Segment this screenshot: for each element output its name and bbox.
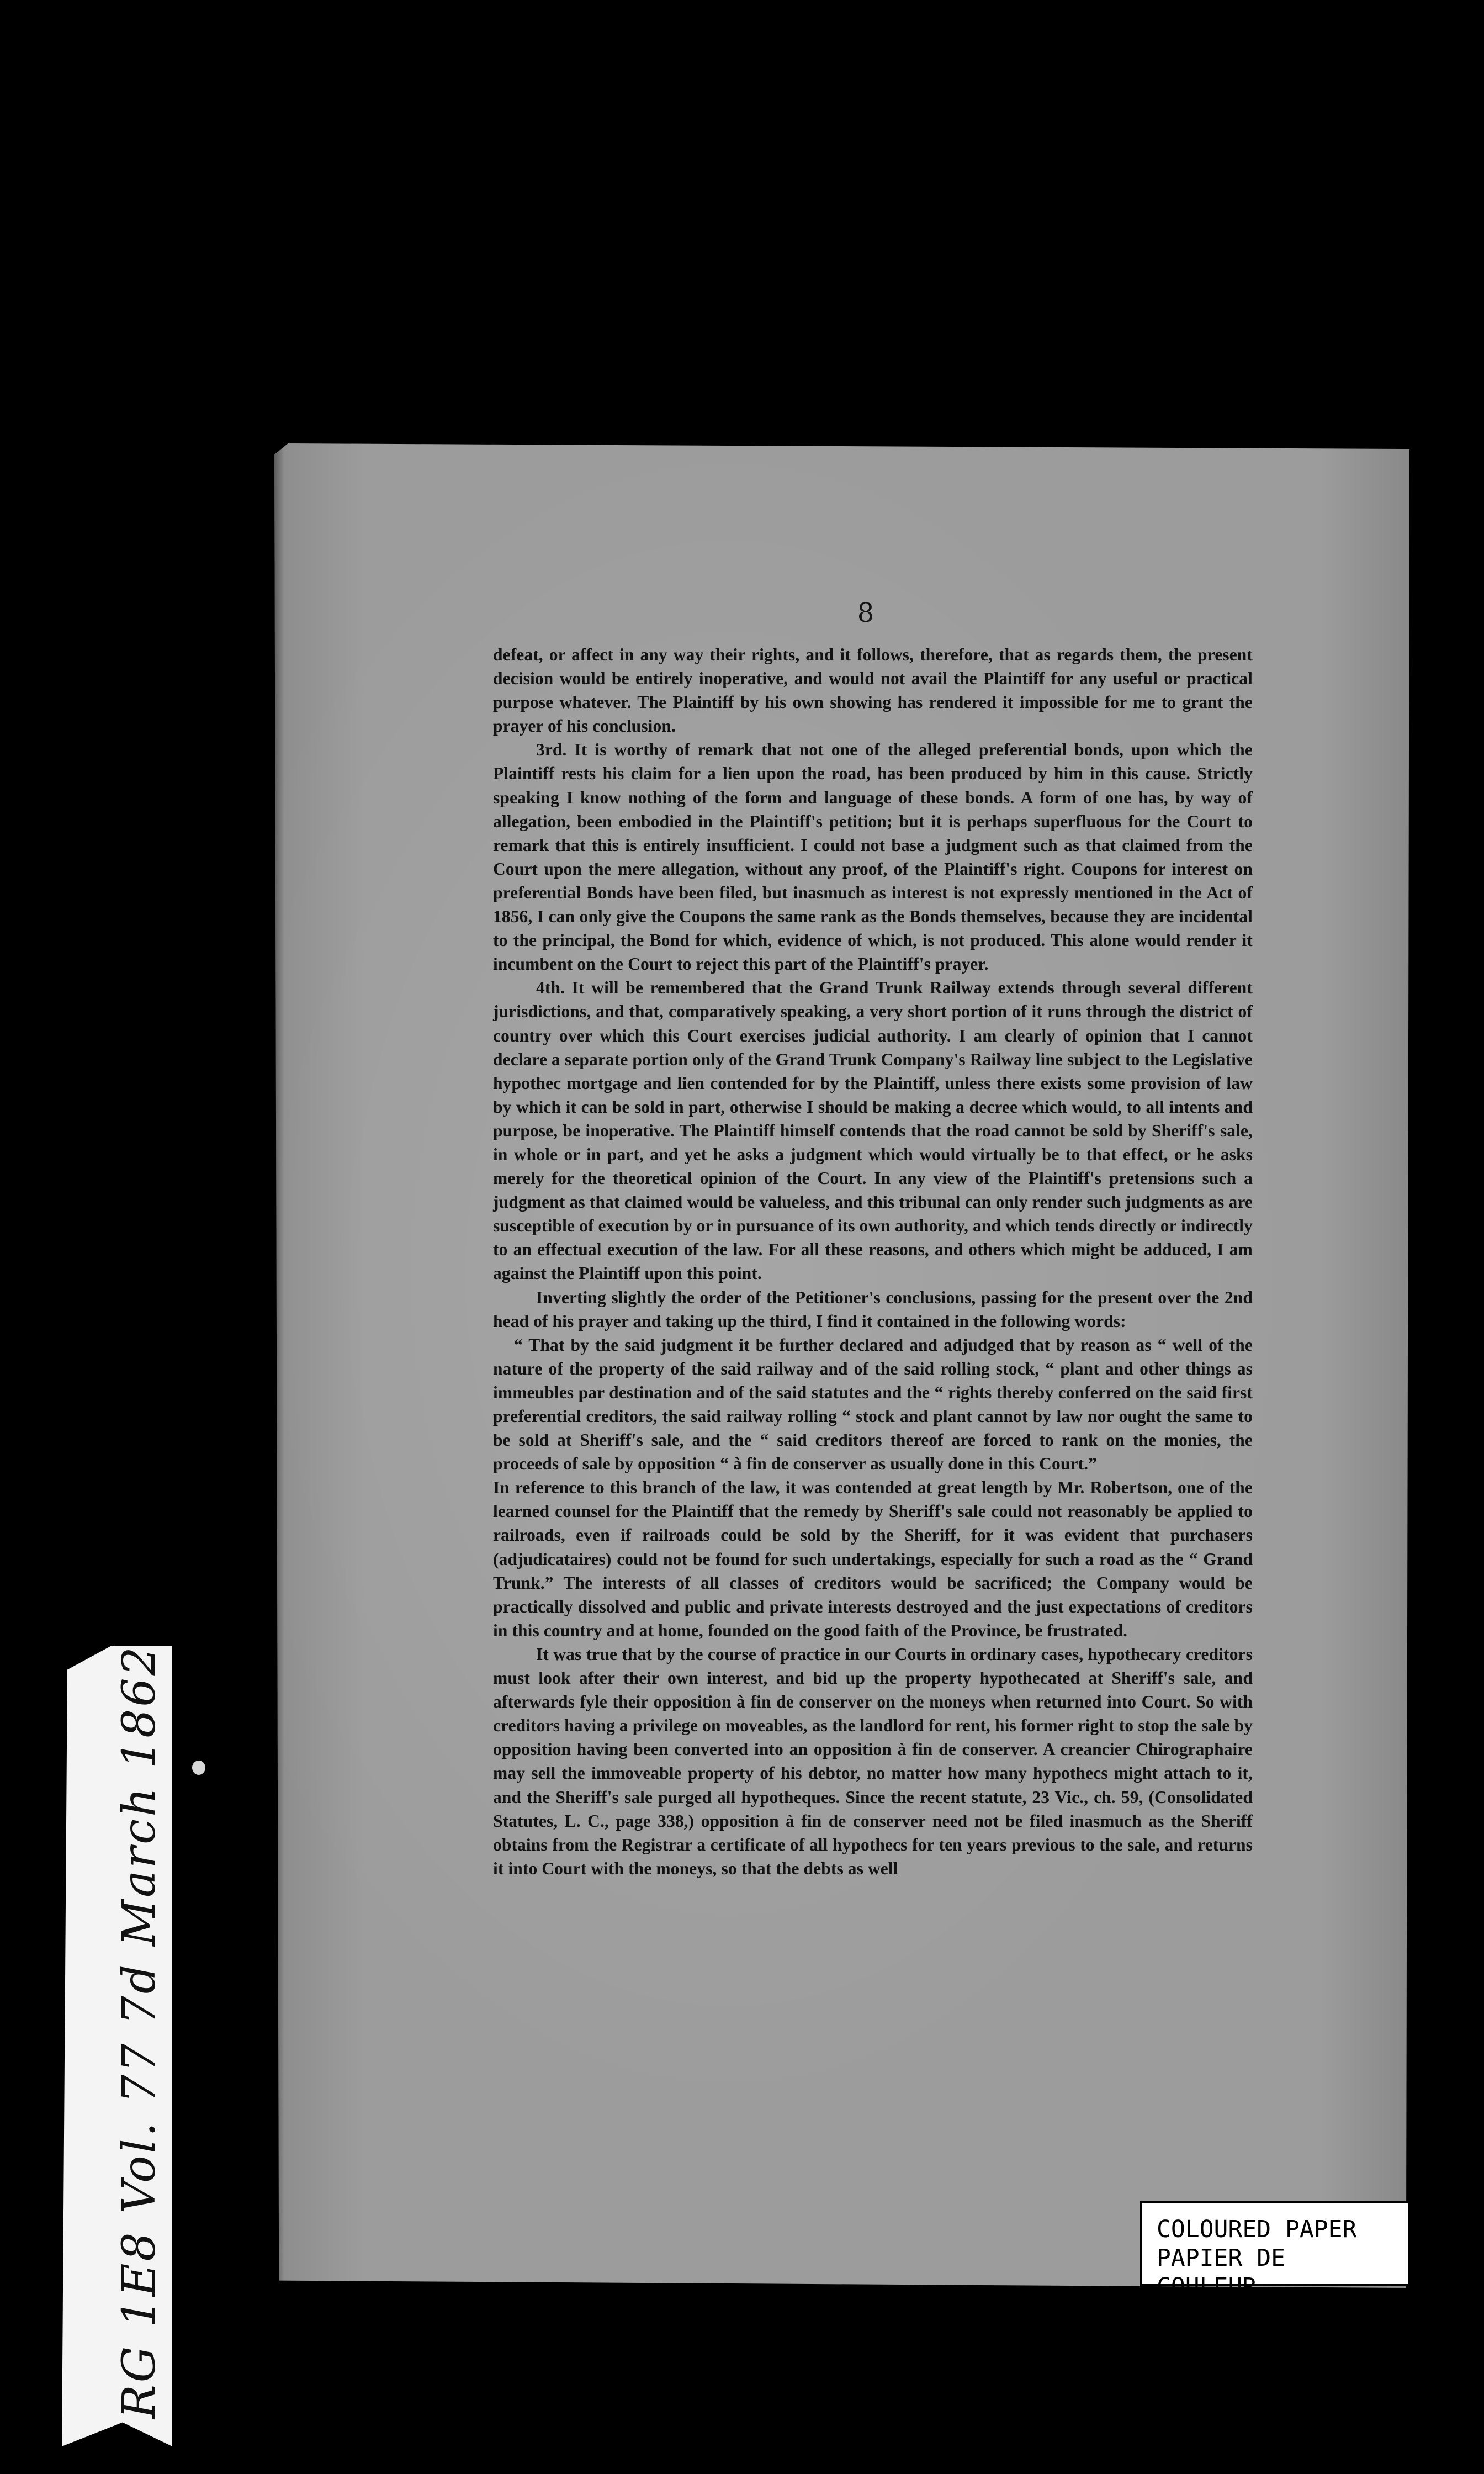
page-number: 8 bbox=[857, 598, 875, 628]
paragraph-course-of-practice: It was true that by the course of practice in our Courts in ordinary cases, hypothecary creditors must look after their own interest, and bid up the property hypothecated at Sheriff's sale, and afterwards fyle their opposition à fin de conserver on the moneys when returned into Court. So with creditors having a privilege on moveables, as the landlord for rent, his former right to stop the sale by opposition having been converted into an opposition à fin de conserver. A creancier Chirographaire may sell the immoveable property of his debtor, no matter how many hypothecs might attach to it, and the Sheriff's sale purged all hypotheques. Since the recent statute, 23 Vic., ch. 59, (Consolidated Statutes, L. C., page 338,) opposition à fin de conserver need not be filed inasmuch as the Sheriff obtains from the Registrar a certificate of all hypothecs for ten years previous to the sale, and returns it into Court with the moneys, so that the debts as well bbox=[493, 1644, 1253, 1878]
archive-reference-text: RG 1E8 Vol. 77 7d March 1862 bbox=[113, 1645, 166, 2419]
label-line-french: PAPIER DE COULEUR bbox=[1157, 2244, 1285, 2301]
dust-speck bbox=[192, 1761, 205, 1775]
coloured-paper-label bbox=[1140, 2201, 1411, 2301]
paragraph-inverting-order: Inverting slightly the order of the Petitioner's conclusions, passing for the present over the 2nd head of his prayer and taking up the third, I find it contained in the following words: bbox=[493, 1287, 1253, 1331]
document-body bbox=[493, 643, 1253, 1880]
paragraph-quoted-conclusion: “ That by the said judgment it be further declared and adjudged that by reason as “ well of the nature of the property of the said railway and of the said rolling stock, “ plant and other things as immeubles par destination and of the said statutes and the “ rights thereby conferred on the said first preferential creditors, the said railway rolling “ stock and plant cannot by law nor ought the same to be sold at Sheriff's sale, and the “ said creditors thereof are forced to rank on the monies, the proceeds of sale by opposition “ à fin de conserver as usually done in this Court.” bbox=[493, 1335, 1253, 1474]
paragraph-robertson-argument: In reference to this branch of the law, it was contended at great length by Mr. Robertson, one of the learned counsel for the Plaintiff that the remedy by Sheriff's sale could not reasonably be applied to railroads, even if railroads could be sold by the Sheriff, for it was evident that purchasers (adjudicataires) could not be found for such undertakings, especially for such a road as the “ Grand Trunk.” The interests of all classes of creditors would be sacrificed; the Company would be practically dissolved and public and private interests destroyed and the just expectations of creditors in this country and at home, founded on the good faith of the Province, be frustrated. bbox=[493, 1478, 1253, 1640]
paragraph-continuation: defeat, or affect in any way their rights, and it follows, therefore, that as regards them, the present decision would be entirely inoperative, and would not avail the Plaintiff for any useful or practical purpose whatever. The Plaintiff by his own showing has rendered it impossible for me to grant the prayer of his conclusion. bbox=[493, 645, 1253, 736]
paragraph-third-point: 3rd. It is worthy of remark that not one of the alleged preferential bonds, upon which the Plaintiff rests his claim for a lien upon the road, has been produced by him in this cause. Strictly speaking I know nothing of the form and language of these bonds. A form of one has, by way of allegation, been embodied in the Plaintiff's petition; but it is perhaps superfluous for the Court to remark that this is entirely insufficient. I could not base a judgment such as that claimed from the Court upon the mere allegation, without any proof, of the Plaintiff's right. Coupons for interest on preferential Bonds have been filed, but inasmuch as interest is not expressly mentioned in the Act of 1856, I can only give the Coupons the same rank as the Bonds themselves, because they are incidental to the principal, the Bond for which, evidence of which, is not produced. This alone would render it incumbent on the Court to reject this part of the Plaintiff's prayer. bbox=[493, 740, 1253, 974]
paragraph-fourth-point: 4th. It will be remembered that the Grand Trunk Railway extends through several different jurisdictions, and that, comparatively speaking, a very short portion of it runs through the district of country over which this Court exercises judicial authority. I am clearly of opinion that I cannot declare a separate portion only of the Grand Trunk Company's Railway line subject to the Legislative hypothec mortgage and lien contended for by the Plaintiff, unless there exists some provision of law by which it can be sold in part, otherwise I should be making a decree which would, to all intents and purpose, be inoperative. The Plaintiff himself contends that the road cannot be sold by Sheriff's sale, in whole or in part, and yet he asks a judgment which would virtually be to that effect, or he asks merely for the theoretical opinion of the Court. In any view of the Plaintiff's pretensions such a judgment as that claimed would be valueless, and this tribunal can only render such judgments as are susceptible of execution by or in pursuance of its own authority, and which tends directly or indirectly to an effectual execution of the law. For all these reasons, and others which might be adduced, I am against the Plaintiff upon this point. bbox=[493, 978, 1253, 1283]
label-line-english: COLOURED PAPER bbox=[1157, 2216, 1357, 2243]
page-shadow-edge bbox=[274, 443, 284, 2288]
